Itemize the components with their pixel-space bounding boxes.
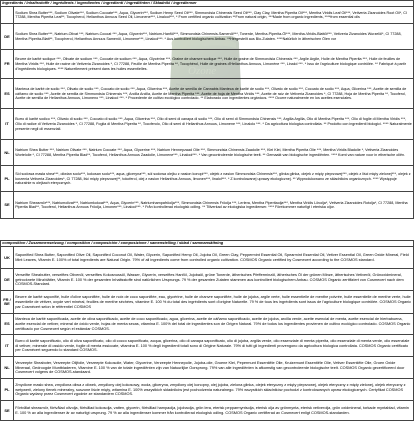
language-code: PL	[1, 166, 14, 192]
language-code: ES	[1, 79, 14, 109]
language-code: PL	[1, 379, 14, 401]
table-row	[1, 7, 414, 24]
ingredient-text: Sodium Shea Butter***, Natrium-Olivat ***, Natrium-Cocoat ***, Aqua, Glycerin***, Natrium-Hanföl***, Simmondsia Chinensis-Samenöl***, Tonerde, Mentha-Piperita-Öl***, Mentha-Viridis-Blattöl***, Vetiveria Zizanoides Wurzelöl*, CI 77288, Mentha Piperita-Blatt**, Tocopherol, Helianthus Annuus Samenöl, Limonene***, Linalool***. * Aus kontrolliert biologischem Anbau. **Hergestellt aus Bio-Zutaten. ****Natürlich in ätherischen Ölen vor	[14, 24, 414, 50]
ingredient-text: Natrium Sheasmör***, Natriumolivat***, Natriumkokoat***, Aqua, Glycerin***, Natriumhampafröolja***, Simmondsia Chinensis Fröolja ***, Lerlera, Mentha Piperitaolja***, Mentha Viridis Lövolja*, Vetiveria Zizanoides Rotolja*, CI 77288, Mentha Piperita Blad**, Tocoferol, Helianthus Annuus Fröolja, Limonen***, Linalool***. * Från kontrollerad ekologisk odling. ** Tillverkad av ekologiska ingredienser. **** Förekommer naturligt i eteriska oljor.	[14, 192, 414, 219]
table-row	[1, 247, 414, 269]
composition-text: Manteca de karité saponificada, aceite de oliva saponificado, aceite de coco saponificado, agua, glicerina, aceite de cáñamo saponificado, aceite de jojoba, arcilla verde, aceite esencial de menta, aceite esencial de hierbabuena, aceite esencial de vetiver, mineral de óxido verde, hojas de menta secas, vitamina E. 100% del total de ingredientes son de Origen Natural. 79% de todos los ingredientes provienen de cultivo ecológico controlado. COSMOS Organic certificado por Cosmecert según el estándar COSMOS.	[14, 314, 414, 335]
ingredient-text: Beurre de karité sodique ***, Olivate de sodium ***, Cocoate de sodium ***, Aqua, Glycérine ***, Graine de chanvre sodique ***, Huile de graine de Simmondsia Chinensis ***, Argile Argile, Huile de Mentha Piperita ***, Huile de feuilles de Mentha Viridis ***, Huile de racine de Vetiveria Zizanoides *, CI 77288, Feuille de Mentha Piperita **, Tocophérol, Huile de graines d'Helianthus Annuus, Limonène ***, Linalol ***. * Issu de l'agriculture biologique contrôlée. ** Fabriqué à partir d'ingrédients biologiques. **** Naturellement présent dans les huiles essentielles.	[14, 50, 414, 79]
ingredient-text: Burro di karitè sodico ***, Olivato di sodio ***, Cocoato di sodio ***, Aqua, Glicerina ***, Olio di semi di canapa di sodio ***, Olio di semi di Simmondsia Chinensis ***, Argilla Argilla, Olio di Mentha Piperita ***, Olio di foglie di Mentha Viridis ***, Olio di radice di Vetiveria Zizanoides *, CI 77288, Foglia di Mentha Piperita **, Tocoferolo, Olio di semi di Helianthus Annuus, Limonene ***, Linalolo ***. * Da agricoltura biologica controllata. ** Prodotto con ingredienti biologici. **** Naturalmente presente negli oli essenziali.	[14, 109, 414, 140]
language-code: FR	[1, 50, 14, 79]
language-code: IT	[1, 335, 14, 357]
ingredient-text: Manteca de karité de sodio ***, Olivato de sodio ***, Cocoato de sodio ***, Aqua, Glicerina ***, Aceite de semilla de Cannabis Manteca de karité de sodio ***, Olivato de sodio ***, Cocoato de sodio ***, Aqua, Glicerina ***, Aceite de semilla de cáñamo de sodio ***, Aceite de semilla de Simmondsia Chinensis ***, Arcilla Arcilla, Aceite de Mentha Piperita ***, Aceite de hoja de Mentha Viridis ***, Aceite de raíz de Vetiveria Zizanoides *, CI 77288, Hoja de Mentha Piperita **, Tocoferol, Aceite de semilla de Helianthus Annuus, Limoneno ***, Linalool ***. * Procedente de cultivo ecológico controlado. ** Elaborado con ingredientes orgánicos. **** Ocurre naturalmente en los aceites esenciales.	[14, 79, 414, 109]
composition-table	[0, 240, 414, 421]
composition-header: composition / Zusammensetzung / composition / composición / composizione / samenstelling / skład / sammansättning	[1, 241, 414, 247]
language-code: UK	[1, 247, 14, 269]
table-row	[1, 314, 414, 335]
language-code: DE	[1, 269, 14, 291]
table-row	[1, 140, 414, 166]
table-row	[1, 335, 414, 357]
language-code: NL	[1, 140, 14, 166]
ingredient-text: Sól sodowa masła shea***, oliwian sodu***, kokosan sodu***, aqua, gliceryna***, sól sodowa olejku z nasion konopi***, olejek z nasion Simmondsia Chinensis***, glinka glinka, olejek z mięty pieprzowej***, olejek z liści mięty zielonej***, olejek z korzenia Vetiveria Zizanoides*, CI 77288, liść mięty pieprzowej**, tokoferol, olej z nasion Helianthus Annuus, limonen***, linalol***. * Z kontrolowanej uprawy ekologicznej. ** Wyprodukowano ze składników organicznych. **** Występuje naturalnie w olejkach eterycznych.	[14, 166, 414, 192]
composition-text: Burro di karitè saponificato, olio di oliva saponificato, olio di cocco saponificato, acqua, glicerina, olio di canapa saponificato, olio di jojoba, argilla verde, olio essenziale di menta piperita, olio essenziale di menta verde, olio essenziale di vetiver, minerale di ossido verde, foglie di menta essiccate, vitamina E. 100 % degli ingredienti totali sono di Origine Naturale. 79% di tutti gli ingredienti provengono da agricoltura biologica controllata. COSMOS Organic certificato per Cosmécert seguendo lo standard COSMOS.	[14, 335, 414, 357]
table-row	[1, 192, 414, 219]
ingredient-text: Natrium Shea Butter ***, Natrium Olivate ***, Natrium Cocoate ***, Aqua, Glycerine ***, Natrium Hennepzaad Olie ***, Simmondsia Chinensis Zaadolie ***, Klei Klei, Mentha Piperita Olie ***, Mentha Viridis Bladolie *, Vetiveria Zizanoides Wortelolie *, CI 77288, Mentha Piperita Blad**, Tocoferol, Helianthus Annuus Zaadolie, Limonene***, Linalool***. * Van gecontroleerde biologische teelt. ** Gemaakt van biologische ingrediënten. **** Komt van nature voor in etherische oliën.	[14, 140, 414, 166]
ingredients-header: Ingredients / Inhaltsstoffe / ingrédients / ingredientes / ingredienti / ingrediënten / Składniki / ingredienser	[1, 1, 414, 7]
table-row	[1, 79, 414, 109]
table-row	[1, 166, 414, 192]
language-code: SE	[1, 401, 14, 421]
table-row	[1, 24, 414, 50]
language-code: DE	[1, 24, 14, 50]
language-code: ES	[1, 314, 14, 335]
composition-text: Verseifte Sheabutter, verseiftes Olivenöl, verseiftes Kokosnussöl, Wasser, Glycerin, verseiftes Hanföl, Jojobaöl, grüne Tonerde, ätherisches Pfefferminzöl, ätherisches Öl der grünen Minze, ätherisches Vetiveröl, Grünoxidmineral, getrocknete Minzblätter, Vitamin E. 100 % der gesamten Inhaltsstoffe sind natürlichen Ursprungs. 79 % der gesamten Zutaten stammen aus kontrolliert biologischem Anbau. COSMOS Organic zertifiziert von Cosmecert nach dem COSMOS-Standard.	[14, 269, 414, 291]
language-code: FR / BE	[1, 291, 14, 314]
composition-block	[0, 240, 414, 421]
table-row	[1, 401, 414, 421]
language-code: NL	[1, 357, 14, 379]
table-row	[1, 357, 414, 379]
composition-text: Förtvålat sheasmör, förtvålad olivolja, förtvålad kokosolja, vatten, glycerin, förtvålad hampaolja, jojobaolja, grön lera, eterisk pepparmyntsolja, eterisk olja av grönmynta, eterisk vetiverolja, grön oxidmineral, torkade myntablad, vitamin E. 100 % av alla ingredienser är av naturligt ursprung. 79 % av alla ingredienser kommer från kontrollerad ekologisk odling. COSMOS Organic certifierad av Cosmecert enligt COSMOS-standarden.	[14, 401, 414, 421]
table-row	[1, 109, 414, 140]
ingredient-text: Sodium Shea Butter***, Sodium Olivate***, Sodium Cocoate***, Aqua, Glycerin***, Sodium Hemp Seed Oil***, Simmondsia Chinensis Seed Oil***, Clay Clay, Mentha Piperita Oil***, Mentha Viridis Leaf Oil***, Vetiveria Zizanoides Root Oil*, CI 77288, Mentha Piperita Leaf**, Tocopherol, Helianthus Annuus Seed Oil, Limonene***, Linalool***, * From certified organic cultivation **From natural origin, ***Made from organic ingredients, ****from essential oils	[14, 7, 414, 24]
composition-text: Saponified Shea Butter, Saponified Olive Oil, Saponified Coconut Oil, Water, Glycerin, Saponified Hemp Oil, Jojoba Oil, Green Clay, Peppermint Essential Oil, Spearmint Essential Oil, Vetiver Essential Oil, Green Oxide Mineral, Field Mint Leaves, Vitamin E. 100% of total ingredients are Natural Origin. 79% of all ingredients come from controlled organic cultivation. COSMOS Organic certified by Cosmecert according to the COSMOS standard.	[14, 247, 414, 269]
language-code: SE	[1, 192, 14, 219]
composition-text: Verzeepte Sheaboter, Verzeepte Olijfolie, Verzeepte Kokosolie, Water, Glycerine, Verzeepte Hennepolie, Jojoba-olie, Groene Klei, Pepermunt Essentiële Olie, Kruizemunt Essentiële Olie, Vetiver Essentiële Olie, Groen Oxide Mineraal, Gedroogde Muntbladeren, Vitamine E. 100 % van de totale ingrediënten zijn van Natuurlijke Oorsprong. 79% van alle ingrediënten is afkomstig van gecontroleerde biologische teelt. COSMOS Organic gecertificeerd door Cosmecert volgens de COSMOS-standaard.	[14, 357, 414, 379]
table-row	[1, 291, 414, 314]
table-row	[1, 269, 414, 291]
language-code	[1, 7, 14, 24]
table-row	[1, 379, 414, 401]
composition-text: Zmydlone masło shea, zmydlona oliwa z oliwek, zmydlony olej kokosowy, woda, gliceryna, zmydlony olej konopny, olej jojoba, zielona glinka, olejek eteryczny z mięty pieprzowej, olejek eteryczny z mięty zielonej, olejek eteryczny z wetywerii, zielony tlenek mineralny, suszone liście mięty, witamina E. 100% wszystkich składników jest pochodzenia naturalnego. 79% wszystkich składników pochodzi z kontrolowanych upraw ekologicznych. Certyfikat COSMOS Organic wydany przez Cosmecert zgodnie ze standardem COSMOS.	[14, 379, 414, 401]
composition-text: Beurre de karité saponifié, huile d'olive saponifiée, huile de noix de coco saponifiée, eau, glycérine, huile de chanvre saponifiée, huile de jojoba, argile verte, huile essentielle de menthe poivrée, huile essentielle de menthe verte, huile essentielle de vétiver, oxyde vert minéral, feuilles de menthe séchées, vitamine E. 100 % du total des ingrédients sont d'origine Naturelle. 79 % de tous les ingrédients sont issus de l'agriculture biologique contrôlée. COSMOS Organic par Cosmécert selon le référentiel COSMOS	[14, 291, 414, 314]
table-row	[1, 50, 414, 79]
language-code: IT	[1, 109, 14, 140]
